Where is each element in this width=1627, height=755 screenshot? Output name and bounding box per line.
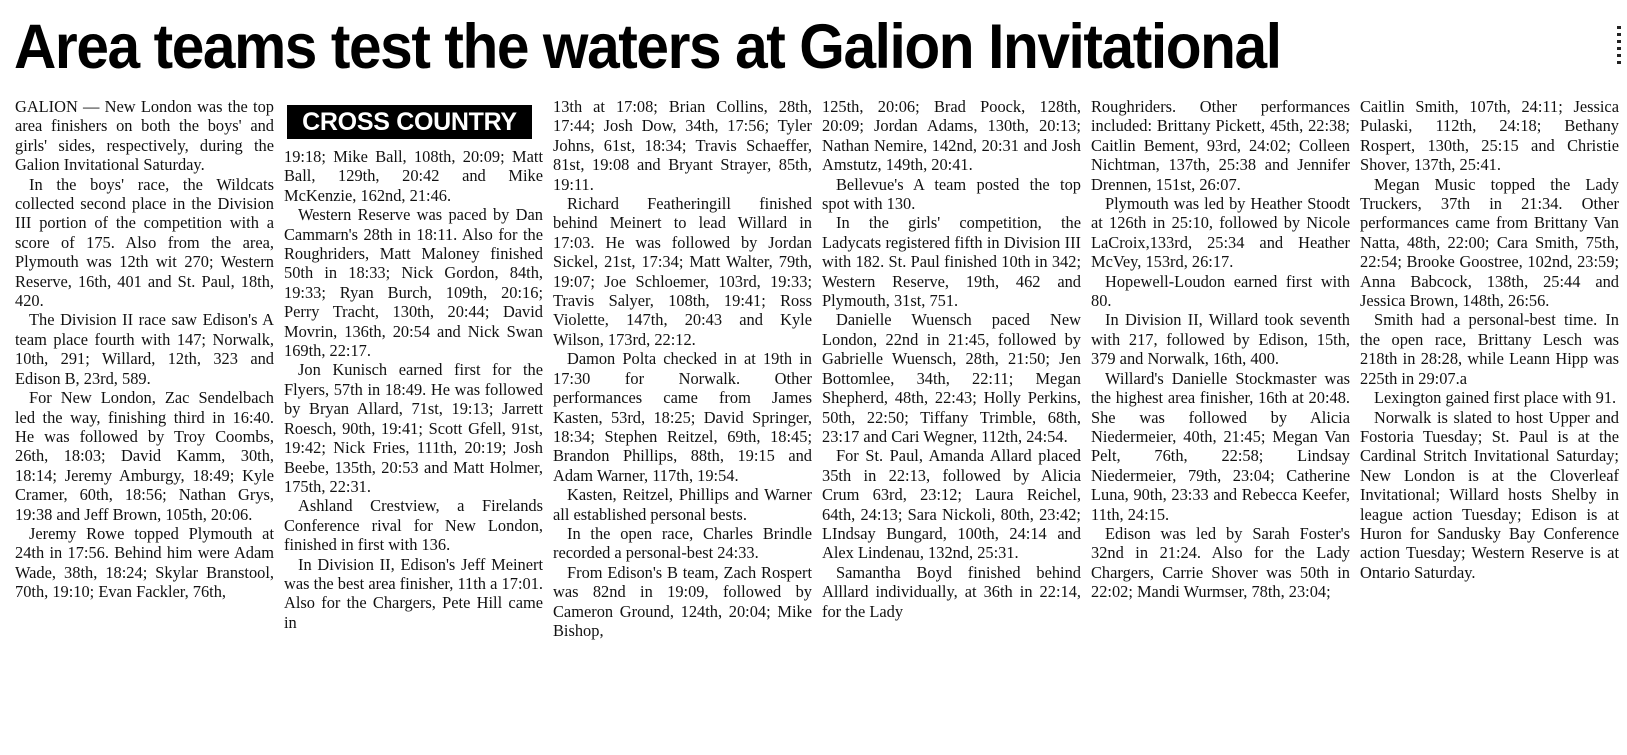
column-5 [1091, 97, 1350, 747]
paragraph: GALION — New London was the top area finishers on both the boys' and girls' sides, respectively, during the Galion Invitational Saturday. [15, 97, 274, 175]
article-body [15, 97, 1620, 747]
paragraph: For New London, Zac Sendelbach led the way, finishing third in 16:40. He was followed by Troy Coombs, 26th, 18:03; David Kamm, 30th, 18:14; Jeremy Amburgy, 18:49; Kyle Cramer, 60th, 18:56; Nathan Grys, 19:38 and Jeff Brown, 105th, 20:06. [15, 388, 274, 524]
paragraph: Smith had a personal-best time. In the open race, Brittany Lesch was 218th in 28:28, while Leann Hipp was 225th in 29:07.a [1360, 310, 1619, 388]
column-2 [284, 97, 543, 747]
section-kicker: CROSS COUNTRY [287, 105, 532, 139]
paragraph: Ashland Crestview, a Firelands Conference rival for New London, finished in first with 136. [284, 496, 543, 555]
paragraph: Hopewell-Loudon earned first with 80. [1091, 271, 1350, 311]
paragraph: Jeremy Rowe topped Plymouth at 24th in 17:56. Behind him were Adam Wade, 38th, 18:24; Skylar Branstool, 70th, 19:10; Evan Fackler, 76th, [15, 523, 274, 602]
paragraph: Kasten, Reitzel, Phillips and Warner all established personal bests. [553, 485, 812, 524]
paragraph: Willard's Danielle Stockmaster was the highest area finisher, 16th at 20:48. She was followed by Alicia Niedermeier, 40th, 21:45; Megan Van Pelt, 76th, 22:58; Lindsay Niedermeier, 79th, 23:04; Catherine Luna, 90th, 23:33 and Rebecca Keefer, 11th, 24:15. [1091, 368, 1350, 524]
paragraph: From Edison's B team, Zach Rospert was 82nd in 19:09, followed by Cameron Ground, 124th, 20:04; Mike Bishop, [553, 562, 812, 640]
paragraph: Bellevue's A team posted the top spot with 130. [822, 174, 1081, 214]
paragraph: Roughriders. Other performances included: Brittany Pickett, 45th, 22:38; Caitlin Bement, 93rd, 24:02; Colleen Nichtman, 137th, 25:38 and Jennifer Drennen, 151st, 26:07. [1091, 97, 1350, 194]
paragraph: 125th, 20:06; Brad Poock, 128th, 20:09; Jordan Adams, 130th, 20:13; Nathan Nemire, 142nd, 20:31 and Josh Amstutz, 149th, 20:41. [822, 97, 1081, 175]
paragraph: Megan Music topped the Lady Truckers, 37th in 21:34. Other performances came from Brittany Van Natta, 48th, 22:00; Cara Smith, 75th, 22:54; Brooke Goostree, 102nd, 23:59; Anna Babcock, 138th, 25:44 and Jessica Brown, 148th, 26:56. [1360, 174, 1619, 311]
paragraph: Samantha Boyd finished behind Alllard individually, at 36th in 22:14, for the Lady [822, 562, 1081, 621]
column-1 [15, 97, 274, 747]
column-3 [553, 97, 812, 747]
paragraph: 19:18; Mike Ball, 108th, 20:09; Matt Ball, 129th, 20:42 and Mike McKenzie, 162nd, 21:46. [284, 147, 543, 205]
paragraph: Danielle Wuensch paced New London, 22nd in 21:45, followed by Gabrielle Wuensch, 28th, 21:50; Jen Bottomlee, 34th, 22:11; Megan Shepherd, 48th, 22:43; Holly Perkins, 50th, 22:50; Tiffany Trimble, 68th, 23:17 and Cari Wegner, 112th, 24:54. [822, 310, 1081, 446]
paragraph: 13th at 17:08; Brian Collins, 28th, 17:44; Josh Dow, 34th, 17:56; Tyler Johns, 61st, 18:34; Travis Schaeffer, 81st, 19:08 and Bryant Strayer, 85th, 19:11. [553, 97, 812, 194]
paragraph: Damon Polta checked in at 19th in 17:30 for Norwalk. Other performances came from James Kasten, 53rd, 18:25; David Springer, 18:34; Stephen Reitzel, 69th, 18:45; Brandon Phillips, 88th, 19:15 and Adam Warner, 117th, 19:54. [553, 349, 812, 485]
paragraph: Western Reserve was paced by Dan Cammarn's 28th in 18:11. Also for the Roughriders, Matt Maloney finished 50th in 18:33; Nick Gordon, 84th, 19:33; Ryan Burch, 109th, 20:16; Perry Tracht, 130th, 20:44; David Movrin, 136th, 20:54 and Nick Swan 169th, 22:17. [284, 205, 543, 361]
paragraph: In Division II, Willard took seventh with 217, followed by Edison, 15th, 379 and Norwalk, 16th, 400. [1091, 310, 1350, 369]
paragraph: Plymouth was led by Heather Stoodt at 126th in 25:10, followed by Nicole LaCroix,133rd, 25:34 and Heather McVey, 153rd, 26:17. [1091, 194, 1350, 272]
paragraph: In the open race, Charles Brindle recorded a personal-best 24:33. [553, 523, 812, 563]
paragraph: For St. Paul, Amanda Allard placed 35th in 22:13, followed by Alicia Crum 63rd, 23:12; Laura Reichel, 64th, 24:13; Sara Nickoli, 80th, 23:42; LIndsay Bungard, 100th, 24:14 and Alex Lindenau, 132nd, 25:31. [822, 446, 1081, 563]
paragraph: In the boys' race, the Wildcats collected second place in the Division III portion of the competition with a score of 175. Also from the area, Plymouth was 12th wit 270; Western Reserve, 16th, 401 and St. Paul, 18th, 420. [15, 174, 274, 311]
paragraph: Edison was led by Sarah Foster's 32nd in 21:24. Also for the Lady Chargers, Carrie Shover was 50th in 22:02; Mandi Wurmser, 78th, 23:04; [1091, 523, 1350, 602]
paragraph: In the girls' competition, the Ladycats registered fifth in Division III with 182. St. Paul finished 10th in 342; Western Reserve, 19th, 462 and Plymouth, 31st, 751. [822, 213, 1081, 311]
column-edge-mark [1617, 26, 1621, 66]
column-4 [822, 97, 1081, 747]
column-6 [1360, 97, 1619, 747]
paragraph: Jon Kunisch earned first for the Flyers, 57th in 18:49. He was followed by Bryan Allard, 71st, 19:13; Jarrett Roesch, 90th, 19:41; Scott Gfell, 91st, 19:42; Nick Fries, 111th, 20:19; Josh Beebe, 135th, 20:53 and Matt Holmer, 175th, 22:31. [284, 360, 543, 496]
paragraph: In Division II, Edison's Jeff Meinert was the best area finisher, 11th a 17:01. Also for the Chargers, Pete Hill came in [284, 554, 543, 632]
paragraph: Caitlin Smith, 107th, 24:11; Jessica Pulaski, 112th, 24:18; Bethany Rospert, 130th, 25:15 and Christie Shover, 137th, 25:41. [1360, 97, 1619, 175]
headline: Area teams test the waters at Galion Invitational [14, 12, 1281, 82]
paragraph: Lexington gained first place with 91. [1374, 388, 1617, 408]
paragraph: The Division II race saw Edison's A team place fourth with 147; Norwalk, 10th, 291; Willard, 12th, 323 and Edison B, 23rd, 589. [15, 310, 274, 388]
paragraph: Richard Featheringill finished behind Meinert to lead Willard in 17:03. He was followed by Jordan Sickel, 21st, 17:34; Matt Walter, 79th, 19:07; Joe Schloemer, 103rd, 19:33; Travis Salyer, 108th, 19:41; Ross Violette, 147th, 20:43 and Kyle Wilson, 173rd, 22:12. [553, 194, 812, 349]
paragraph: Norwalk is slated to host Upper and Fostoria Tuesday; St. Paul is at the Cardinal Stritch Invitational Saturday; New London is at the Cloverleaf Invitational; Willard hosts Shelby in league action Tuesday; Edison is at Huron for Sandusky Bay Conference action Tuesday; Western Reserve is at Ontario Saturday. [1360, 407, 1619, 582]
